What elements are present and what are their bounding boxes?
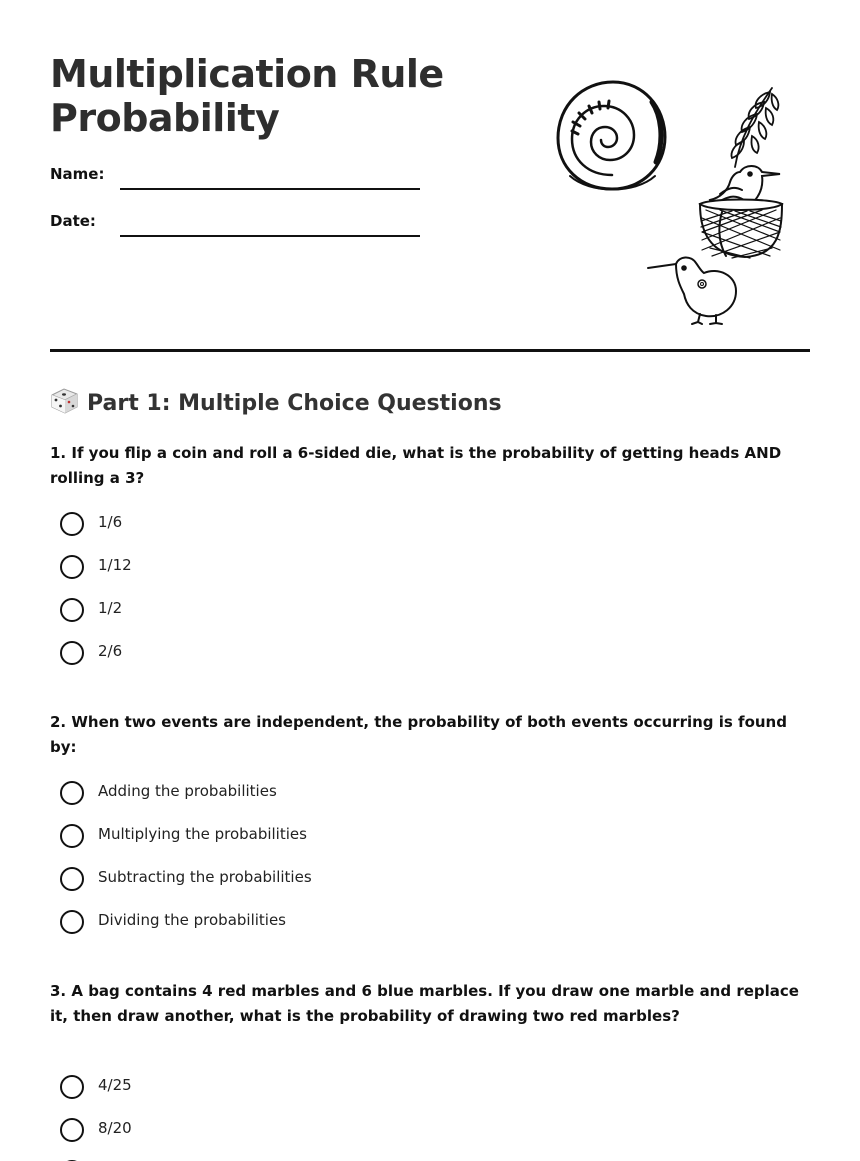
answer-label: 1/12 xyxy=(98,556,132,574)
answer-label: Multiplying the probabilities xyxy=(98,825,307,843)
bird-in-basket-icon xyxy=(700,166,782,258)
answer-option-partial[interactable] xyxy=(60,1157,460,1161)
question-text: 2. When two events are independent, the probability of both events occurring is found by: xyxy=(50,713,787,756)
answer-option[interactable] xyxy=(60,864,460,894)
date-input-line[interactable] xyxy=(120,235,420,237)
radio-button[interactable] xyxy=(60,512,84,536)
answer-option[interactable] xyxy=(60,907,460,937)
radio-button[interactable] xyxy=(60,867,84,891)
date-field[interactable] xyxy=(50,207,420,237)
answer-label: 2/6 xyxy=(98,642,123,660)
title-line-1: Multiplication Rule xyxy=(50,52,444,96)
radio-button[interactable] xyxy=(60,555,84,579)
answer-option[interactable] xyxy=(60,778,460,808)
question-text: 1. If you flip a coin and roll a 6-sided die, what is the probability of getting heads AND rolling a 3? xyxy=(50,444,782,487)
name-input-line[interactable] xyxy=(120,188,420,190)
answer-option[interactable] xyxy=(60,1115,460,1145)
answer-label: Subtracting the probabilities xyxy=(98,868,312,886)
answer-option[interactable] xyxy=(60,509,460,539)
answer-label: 4/25 xyxy=(98,1076,132,1094)
answer-option[interactable] xyxy=(60,638,460,668)
section-title-text: Part 1: Multiple Choice Questions xyxy=(87,391,502,416)
question-1 xyxy=(50,441,814,660)
radio-button[interactable] xyxy=(60,1075,84,1099)
worksheet-header xyxy=(50,0,810,352)
answer-label: 1/2 xyxy=(98,599,123,617)
answer-option[interactable] xyxy=(60,1072,460,1102)
answer-option[interactable] xyxy=(60,595,460,625)
dice-icon xyxy=(50,386,79,415)
radio-button[interactable] xyxy=(60,910,84,934)
radio-button[interactable] xyxy=(60,824,84,848)
answer-label: 8/20 xyxy=(98,1119,132,1137)
question-2 xyxy=(50,710,814,929)
kiwi-bird-icon xyxy=(648,257,736,324)
page-title xyxy=(50,52,490,140)
name-field[interactable] xyxy=(50,160,420,190)
section-title xyxy=(50,386,502,421)
radio-button[interactable] xyxy=(60,641,84,665)
koru-spiral-icon xyxy=(558,82,665,190)
answer-label: 1/6 xyxy=(98,513,123,531)
date-label: Date: xyxy=(50,212,96,230)
header-divider xyxy=(50,349,810,352)
header-illustration xyxy=(550,72,790,327)
radio-button[interactable] xyxy=(60,1118,84,1142)
radio-button[interactable] xyxy=(60,598,84,622)
name-label: Name: xyxy=(50,165,105,183)
fern-frond-icon xyxy=(732,88,779,167)
title-line-2: Probability xyxy=(50,96,280,140)
answer-option[interactable] xyxy=(60,821,460,851)
answer-option[interactable] xyxy=(60,552,460,582)
question-3 xyxy=(50,979,814,1137)
worksheet-page xyxy=(50,0,810,1137)
answer-label: Adding the probabilities xyxy=(98,782,277,800)
question-text: 3. A bag contains 4 red marbles and 6 blue marbles. If you draw one marble and replace it, then draw another, what is the probability of drawing two red marbles? xyxy=(50,982,799,1025)
answer-label: Dividing the probabilities xyxy=(98,911,286,929)
radio-button[interactable] xyxy=(60,781,84,805)
